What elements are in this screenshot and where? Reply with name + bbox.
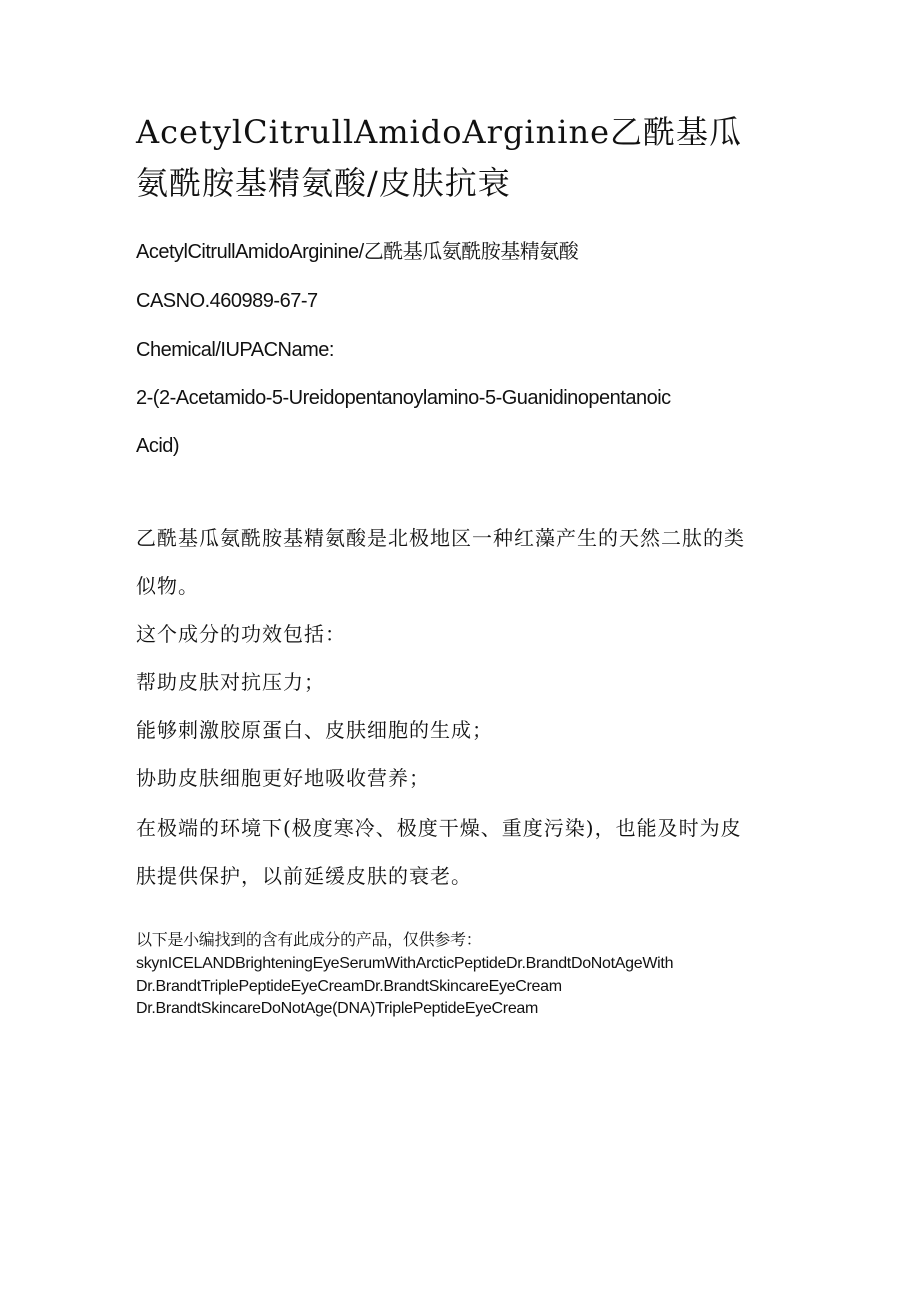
title-line-2: 氨酰胺基精氨酸/皮肤抗衰: [136, 164, 511, 202]
products-line: Dr.BrandtTriplePeptideEyeCreamDr.BrandtSkincareEyeCream: [136, 978, 562, 995]
cas-number-line: CASNO.460989-67-7: [136, 290, 318, 312]
efficacy-item: 在极端的环境下(极度寒冷、极度干燥、重度污染)，也能及时为皮: [136, 816, 742, 840]
efficacy-item: 能够刺激胶原蛋白、皮肤细胞的生成；: [136, 718, 493, 742]
efficacy-heading: 这个成分的功效包括：: [136, 622, 346, 646]
iupac-name-line-1: 2-(2-Acetamido-5-Ureidopentanoylamino-5-Guanidinopentanoic: [136, 387, 671, 409]
efficacy-item: 协助皮肤细胞更好地吸收营养；: [136, 766, 430, 790]
products-intro: 以下是小编找到的含有此成分的产品，仅供参考：: [136, 932, 482, 949]
ingredient-name-line: AcetylCitrullAmidoArginine/乙酰基瓜氨酰胺基精氨酸: [136, 241, 579, 263]
iupac-label: Chemical/IUPACName:: [136, 339, 334, 361]
products-line: skynICELANDBrighteningEyeSerumWithArcticPeptideDr.BrandtDoNotAgeWith: [136, 955, 674, 972]
products-line: Dr.BrandtSkincareDoNotAge(DNA)TriplePeptideEyeCream: [136, 1000, 539, 1017]
title-line-1: AcetylCitrullAmidoArginine乙酰基瓜: [136, 113, 743, 151]
iupac-name-line-2: Acid): [136, 435, 180, 457]
efficacy-item: 肤提供保护，以前延缓皮肤的衰老。: [136, 864, 472, 888]
description-line-2: 似物。: [136, 574, 199, 598]
efficacy-item: 帮助皮肤对抗压力；: [136, 670, 325, 694]
description-line-1: 乙酰基瓜氨酰胺基精氨酸是北极地区一种红藻产生的天然二肽的类: [136, 526, 745, 550]
